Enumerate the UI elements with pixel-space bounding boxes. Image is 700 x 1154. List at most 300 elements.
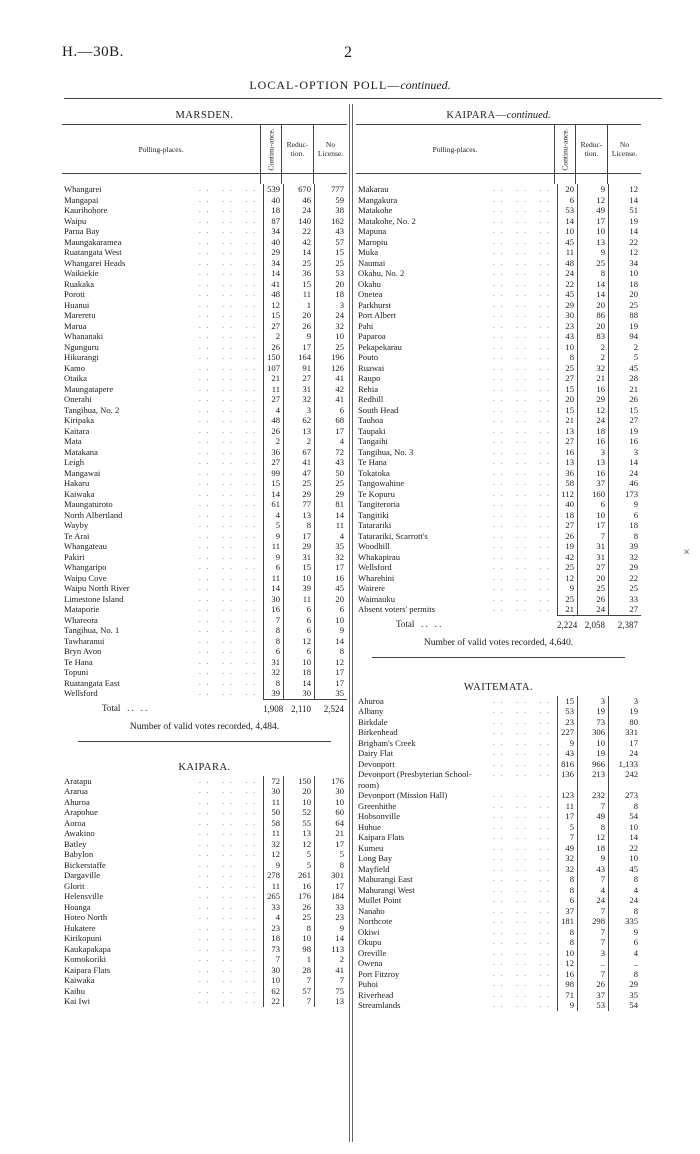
table-row xyxy=(62,258,347,269)
table-row xyxy=(356,541,641,552)
reduction-value: 140 xyxy=(283,216,314,227)
table-row xyxy=(62,237,347,248)
table-row xyxy=(356,531,641,542)
place-name: Hikurangi .. .. .. xyxy=(64,352,261,362)
no-license-value: 57 xyxy=(314,237,347,248)
no-license-value: 9 xyxy=(608,927,641,938)
place-name: Kaukapakapa .. .. .. xyxy=(64,943,261,954)
continuance-value: 14 xyxy=(557,216,577,227)
reduction-value: 9 xyxy=(283,331,314,342)
reduction-value: 17 xyxy=(283,531,314,542)
no-license-value: 4 xyxy=(314,531,347,542)
table-row xyxy=(62,881,347,892)
place-name: Ngunguru .. .. .. xyxy=(64,341,261,352)
place-name: Whareora .. .. .. xyxy=(64,614,261,625)
place-name: Pouto .. .. .. xyxy=(358,352,555,362)
table-row xyxy=(356,759,641,770)
table-row xyxy=(356,447,641,458)
table-row xyxy=(62,870,347,881)
no-license-value: 10 xyxy=(608,268,641,279)
place-name: Kaiwaka .. .. .. xyxy=(64,975,261,985)
place-name: Te Hana .. .. .. xyxy=(358,457,555,467)
table-row xyxy=(356,499,641,510)
continuance-value: 62 xyxy=(263,986,283,997)
place-name: Redhill .. .. .. xyxy=(358,394,555,404)
table-row xyxy=(356,748,641,759)
no-license-value: 6 xyxy=(314,405,347,416)
place-name: Bryn Avon .. .. .. xyxy=(64,646,261,656)
no-license-value xyxy=(608,780,641,791)
place-name: Devonport .. .. .. xyxy=(358,758,555,769)
no-license-value: 21 xyxy=(314,828,347,839)
no-license-value: 26 xyxy=(608,394,641,405)
no-license-value: 6 xyxy=(608,937,641,948)
col-reduction: Reduc-tion. xyxy=(575,125,607,173)
place-name: Whangateau .. .. .. xyxy=(64,541,261,551)
reduction-value: 164 xyxy=(283,352,314,363)
continuance-value: 40 xyxy=(557,499,577,510)
place-name: Mangakura .. .. .. xyxy=(358,194,555,205)
place-name: Whakapirau .. .. .. xyxy=(358,551,555,562)
continuance-value: 33 xyxy=(263,902,283,913)
continuance-value: 10 xyxy=(557,342,577,353)
reduction-value: 41 xyxy=(283,457,314,468)
table-row xyxy=(62,426,347,437)
marsden-valid-votes: Number of valid votes recorded, 4,484. xyxy=(129,721,280,732)
place-name: Tangihua, No. 3 .. .. .. xyxy=(358,446,555,457)
continuance-value: 6 xyxy=(263,646,283,657)
reduction-value: 46 xyxy=(283,195,314,206)
place-name: Matakohe, No. 2 .. .. .. xyxy=(358,215,555,226)
table-row xyxy=(62,289,347,300)
table-row xyxy=(356,268,641,279)
table-row xyxy=(62,975,347,986)
place-name: Matakana .. .. .. xyxy=(64,446,261,457)
total-reduction: 2,058 xyxy=(577,615,608,633)
continuance-value: 11 xyxy=(263,797,283,808)
reduction-value: 7 xyxy=(577,937,608,948)
no-license-value: .. xyxy=(608,958,641,969)
reduction-value: 25 xyxy=(283,478,314,489)
reduction-value: 25 xyxy=(283,258,314,269)
table-row xyxy=(356,384,641,395)
reduction-value: 57 xyxy=(283,986,314,997)
no-license-value: 23 xyxy=(314,912,347,923)
reduction-value: 261 xyxy=(283,870,314,881)
no-license-value: 35 xyxy=(314,688,347,699)
continuance-value: 30 xyxy=(263,965,283,976)
table-row xyxy=(356,300,641,311)
continuance-value: 21 xyxy=(557,604,577,615)
continuance-value: 13 xyxy=(557,426,577,437)
table-row xyxy=(62,562,347,573)
continuance-value: 23 xyxy=(557,321,577,332)
table-row xyxy=(62,583,347,594)
place-name: Awakino .. .. .. xyxy=(64,828,261,838)
reduction-value: 20 xyxy=(577,573,608,584)
page-number: 2 xyxy=(344,44,352,61)
col-polling-places: Polling-places. xyxy=(432,144,478,154)
place-name: Kai Iwi .. .. .. xyxy=(64,996,261,1006)
no-license-value: 22 xyxy=(608,237,641,248)
no-license-value: 22 xyxy=(608,843,641,854)
place-name: Tangiteroria .. .. .. xyxy=(358,499,555,509)
no-license-value: 75 xyxy=(314,986,347,997)
reduction-value: 28 xyxy=(283,965,314,976)
place-name: Leigh .. .. .. xyxy=(64,457,261,467)
place-name: Tangowahine .. .. .. xyxy=(358,478,555,488)
continuance-value: 11 xyxy=(263,541,283,552)
place-name: Waimauku .. .. .. xyxy=(358,593,555,604)
table-row xyxy=(356,468,641,479)
continuance-value: 8 xyxy=(557,937,577,948)
continuance-value: 9 xyxy=(557,738,577,749)
no-license-value: 12 xyxy=(608,184,641,195)
no-license-value: 3 xyxy=(314,300,347,311)
reduction-value: 22 xyxy=(283,226,314,237)
total-continuance: 2,224 xyxy=(557,615,577,633)
continuance-value: 10 xyxy=(557,226,577,237)
continuance-value: 107 xyxy=(263,363,283,374)
total-label: Total . . . . xyxy=(396,618,442,629)
continuance-value: 32 xyxy=(263,667,283,678)
table-row xyxy=(62,986,347,997)
no-license-value: 2 xyxy=(314,954,347,965)
no-license-value: 43 xyxy=(314,226,347,237)
no-license-value: 17 xyxy=(608,738,641,749)
table-row xyxy=(356,583,641,594)
reduction-value: 5 xyxy=(283,849,314,860)
no-license-value: 10 xyxy=(314,797,347,808)
table-row xyxy=(62,468,347,479)
reduction-value: 17 xyxy=(283,342,314,353)
no-license-value: 6 xyxy=(314,604,347,615)
place-name: Onetea .. .. .. xyxy=(358,289,555,299)
continuance-value: 20 xyxy=(557,184,577,195)
reduction-value: 20 xyxy=(283,786,314,797)
no-license-value: 21 xyxy=(608,384,641,395)
continuance-value: 26 xyxy=(557,531,577,542)
place-name: Absent voters' permits .. .. .. xyxy=(358,604,555,614)
reduction-value: 29 xyxy=(283,541,314,552)
no-license-value: 8 xyxy=(608,801,641,812)
right-column xyxy=(356,108,641,1011)
continuance-value: 12 xyxy=(263,300,283,311)
table-row xyxy=(62,891,347,902)
continuance-value: 9 xyxy=(263,531,283,542)
no-license-value: 331 xyxy=(608,727,641,738)
place-name: Waipu Cove .. .. .. xyxy=(64,572,261,583)
table-row xyxy=(356,916,641,927)
no-license-value: 301 xyxy=(314,870,347,881)
reduction-value: 9 xyxy=(577,247,608,258)
reduction-value: 7 xyxy=(283,996,314,1007)
place-name: Port Albert .. .. .. xyxy=(358,310,555,320)
continuance-value: 21 xyxy=(557,415,577,426)
table-row xyxy=(356,237,641,248)
table-row xyxy=(62,849,347,860)
table-row xyxy=(356,342,641,353)
table-row xyxy=(356,352,641,363)
continuance-value: 98 xyxy=(557,979,577,990)
table-row xyxy=(62,279,347,290)
left-column xyxy=(62,108,347,1007)
reduction-value: 49 xyxy=(577,811,608,822)
table-row xyxy=(356,927,641,938)
continuance-value: 22 xyxy=(557,279,577,290)
no-license-value: 8 xyxy=(314,646,347,657)
reduction-value: 16 xyxy=(283,881,314,892)
place-name: Whananaki .. .. .. xyxy=(64,331,261,341)
place-name: Ararua .. .. .. xyxy=(64,786,261,796)
col-reduction: Reduc-tion. xyxy=(281,125,313,173)
reduction-value: 55 xyxy=(283,818,314,829)
continuance-value: 53 xyxy=(557,205,577,216)
reduction-value: 6 xyxy=(283,625,314,636)
table-row xyxy=(356,258,641,269)
continuance-value: 30 xyxy=(263,786,283,797)
no-license-value: 88 xyxy=(608,310,641,321)
table-row xyxy=(62,489,347,500)
reduction-value: 19 xyxy=(577,706,608,717)
table-row xyxy=(62,541,347,552)
table-row xyxy=(356,510,641,521)
place-name: Te Kopuru .. .. .. xyxy=(358,488,555,499)
reduction-value: 16 xyxy=(577,468,608,479)
reduction-value: 37 xyxy=(577,478,608,489)
table-row xyxy=(62,594,347,605)
continuance-value: 32 xyxy=(557,864,577,875)
no-license-value: 29 xyxy=(314,489,347,500)
no-license-value: 72 xyxy=(314,447,347,458)
continuance-value: 32 xyxy=(263,839,283,850)
reduction-value: 7 xyxy=(283,975,314,986)
no-license-value: 17 xyxy=(314,839,347,850)
no-license-value: 80 xyxy=(608,717,641,728)
no-license-value: 1,133 xyxy=(608,759,641,770)
continuance-value: 11 xyxy=(557,801,577,812)
reduction-value: 25 xyxy=(577,583,608,594)
place-name: Hukatere .. .. .. xyxy=(64,922,261,933)
place-name: Tangitiki .. .. .. xyxy=(358,509,555,520)
reduction-value: 12 xyxy=(577,195,608,206)
reduction-value: 160 xyxy=(577,489,608,500)
continuance-value: 27 xyxy=(263,457,283,468)
place-name: Kiripaka .. .. .. xyxy=(64,415,261,425)
table-row xyxy=(62,797,347,808)
no-license-value: 18 xyxy=(608,279,641,290)
reduction-value: 26 xyxy=(283,321,314,332)
reduction-value: 8 xyxy=(283,520,314,531)
no-license-value: 29 xyxy=(608,562,641,573)
place-name: Tawharanui .. .. .. xyxy=(64,635,261,646)
continuance-value: 25 xyxy=(557,363,577,374)
reduction-value: 670 xyxy=(283,184,314,195)
table-row xyxy=(356,979,641,990)
place-name: Mangawai .. .. .. xyxy=(64,467,261,478)
reduction-value: 232 xyxy=(577,790,608,801)
table-row xyxy=(62,226,347,237)
no-license-value: 9 xyxy=(314,923,347,934)
place-name: Te Arai .. .. .. xyxy=(64,530,261,541)
table-row xyxy=(356,990,641,1001)
place-name: Hoteo North .. .. .. xyxy=(64,912,261,922)
no-license-value: 18 xyxy=(314,289,347,300)
continuance-value: 9 xyxy=(263,552,283,563)
continuance-value: 32 xyxy=(557,853,577,864)
waitemata-title: WAITEMATA. xyxy=(463,681,534,693)
continuance-value: 4 xyxy=(263,912,283,923)
no-license-value: 46 xyxy=(608,478,641,489)
no-license-value: 45 xyxy=(608,864,641,875)
place-name: Marua .. .. .. xyxy=(64,320,261,331)
no-license-value: 273 xyxy=(608,790,641,801)
reduction-value: 15 xyxy=(283,279,314,290)
no-license-value: 25 xyxy=(314,478,347,489)
reduction-value: 7 xyxy=(577,927,608,938)
table-row xyxy=(356,801,641,812)
place-name: Tauhoa .. .. .. xyxy=(358,415,555,425)
reduction-value: 12 xyxy=(283,636,314,647)
place-name: Kaitara .. .. .. xyxy=(64,425,261,436)
place-name: Dargaville .. .. .. xyxy=(64,870,261,880)
reduction-value: 53 xyxy=(577,1000,608,1011)
col-continuance: Continu-ance. xyxy=(554,125,575,173)
place-name: Tatarariki .. .. .. xyxy=(358,520,555,530)
reduction-value: 26 xyxy=(283,902,314,913)
reduction-value: 52 xyxy=(283,807,314,818)
no-license-value: 17 xyxy=(314,881,347,892)
marsden-title: MARSDEN. xyxy=(175,110,234,121)
reduction-value: 98 xyxy=(283,944,314,955)
waitemata-table xyxy=(356,696,641,1011)
table-row xyxy=(62,531,347,542)
marsden-table xyxy=(62,184,347,699)
place-name: Te Hana .. .. .. xyxy=(64,656,261,667)
no-license-value: 24 xyxy=(608,748,641,759)
table-row xyxy=(62,268,347,279)
no-license-value: 24 xyxy=(608,895,641,906)
no-license-value: 33 xyxy=(608,594,641,605)
continuance-value: 45 xyxy=(557,289,577,300)
place-name: Mahurangi East .. .. .. xyxy=(358,874,555,884)
no-license-value: 113 xyxy=(314,944,347,955)
table-row xyxy=(62,352,347,363)
continuance-value: 11 xyxy=(557,247,577,258)
table-row xyxy=(62,384,347,395)
place-name: Ahuroa .. .. .. xyxy=(64,796,261,807)
table-row xyxy=(62,331,347,342)
no-license-value: 45 xyxy=(314,583,347,594)
page-title: LOCAL-OPTION POLL—continued. xyxy=(249,78,451,92)
reduction-value: 31 xyxy=(283,384,314,395)
no-license-value: 24 xyxy=(608,468,641,479)
place-name: Kaipara Flats .. .. .. xyxy=(358,832,555,842)
reduction-value: 26 xyxy=(577,979,608,990)
reduction-value: 19 xyxy=(577,748,608,759)
kaipara-table xyxy=(62,776,347,1007)
table-row xyxy=(356,811,641,822)
place-name: Topuni .. .. .. xyxy=(64,667,261,677)
reduction-value: 25 xyxy=(283,912,314,923)
kaipara-total-row xyxy=(356,615,641,633)
continuance-value: 7 xyxy=(557,832,577,843)
place-name: Okahu, No. 2 .. .. .. xyxy=(358,268,555,278)
reduction-value: 20 xyxy=(577,300,608,311)
place-name: Whangaripo .. .. .. xyxy=(64,562,261,572)
no-license-value: 51 xyxy=(608,205,641,216)
table-row xyxy=(356,853,641,864)
table-row xyxy=(356,373,641,384)
place-name: Dairy Flat .. .. .. xyxy=(358,748,555,758)
place-name: Glorit .. .. .. xyxy=(64,880,261,891)
reduction-value: 306 xyxy=(577,727,608,738)
reduction-value: 31 xyxy=(577,541,608,552)
table-row xyxy=(62,405,347,416)
place-name: room) xyxy=(356,780,557,791)
no-license-value: 15 xyxy=(314,247,347,258)
place-name: Birkdale .. .. .. xyxy=(358,716,555,727)
table-row xyxy=(356,696,641,707)
place-name: Oreville .. .. .. xyxy=(358,947,555,958)
no-license-value: 3 xyxy=(608,696,641,707)
continuance-value: 17 xyxy=(557,811,577,822)
table-spacer xyxy=(356,174,641,184)
no-license-value: 25 xyxy=(608,300,641,311)
no-license-value: 17 xyxy=(314,667,347,678)
reduction-value: 15 xyxy=(283,562,314,573)
table-row xyxy=(62,902,347,913)
no-license-value: 9 xyxy=(608,499,641,510)
no-license-value: 41 xyxy=(314,965,347,976)
continuance-value: 18 xyxy=(557,510,577,521)
place-name: Arapohue .. .. .. xyxy=(64,807,261,817)
continuance-value: 4 xyxy=(263,510,283,521)
no-license-value: 60 xyxy=(314,807,347,818)
place-name: Mareretu .. .. .. xyxy=(64,310,261,320)
continuance-value: 48 xyxy=(557,258,577,269)
place-name: Okupu .. .. .. xyxy=(358,937,555,947)
reduction-value: 36 xyxy=(283,268,314,279)
table-row xyxy=(356,279,641,290)
continuance-value: 39 xyxy=(263,688,283,699)
continuance-value: 15 xyxy=(557,384,577,395)
no-license-value: 19 xyxy=(608,216,641,227)
reduction-value: 12 xyxy=(283,839,314,850)
continuance-value: 12 xyxy=(263,849,283,860)
reduction-value: 213 xyxy=(577,769,608,780)
no-license-value: 32 xyxy=(314,552,347,563)
continuance-value: 8 xyxy=(263,636,283,647)
no-license-value: 162 xyxy=(314,216,347,227)
continuance-value: 7 xyxy=(263,615,283,626)
total-label: Total . . . . xyxy=(102,702,148,713)
continuance-value: 30 xyxy=(263,594,283,605)
table-row xyxy=(62,195,347,206)
place-name: Mangapai .. .. .. xyxy=(64,194,261,205)
continuance-value: 87 xyxy=(263,216,283,227)
no-license-value: 3 xyxy=(608,447,641,458)
continuance-value: 71 xyxy=(557,990,577,1001)
place-name: Maungakaramea .. .. .. xyxy=(64,236,261,247)
place-name: Maungatapere .. .. .. xyxy=(64,383,261,394)
continuance-value: 14 xyxy=(263,489,283,500)
reduction-value: 14 xyxy=(577,279,608,290)
reduction-value: 3 xyxy=(283,405,314,416)
no-license-value: 18 xyxy=(608,520,641,531)
reduction-value: 29 xyxy=(283,489,314,500)
no-license-value: 25 xyxy=(314,258,347,269)
